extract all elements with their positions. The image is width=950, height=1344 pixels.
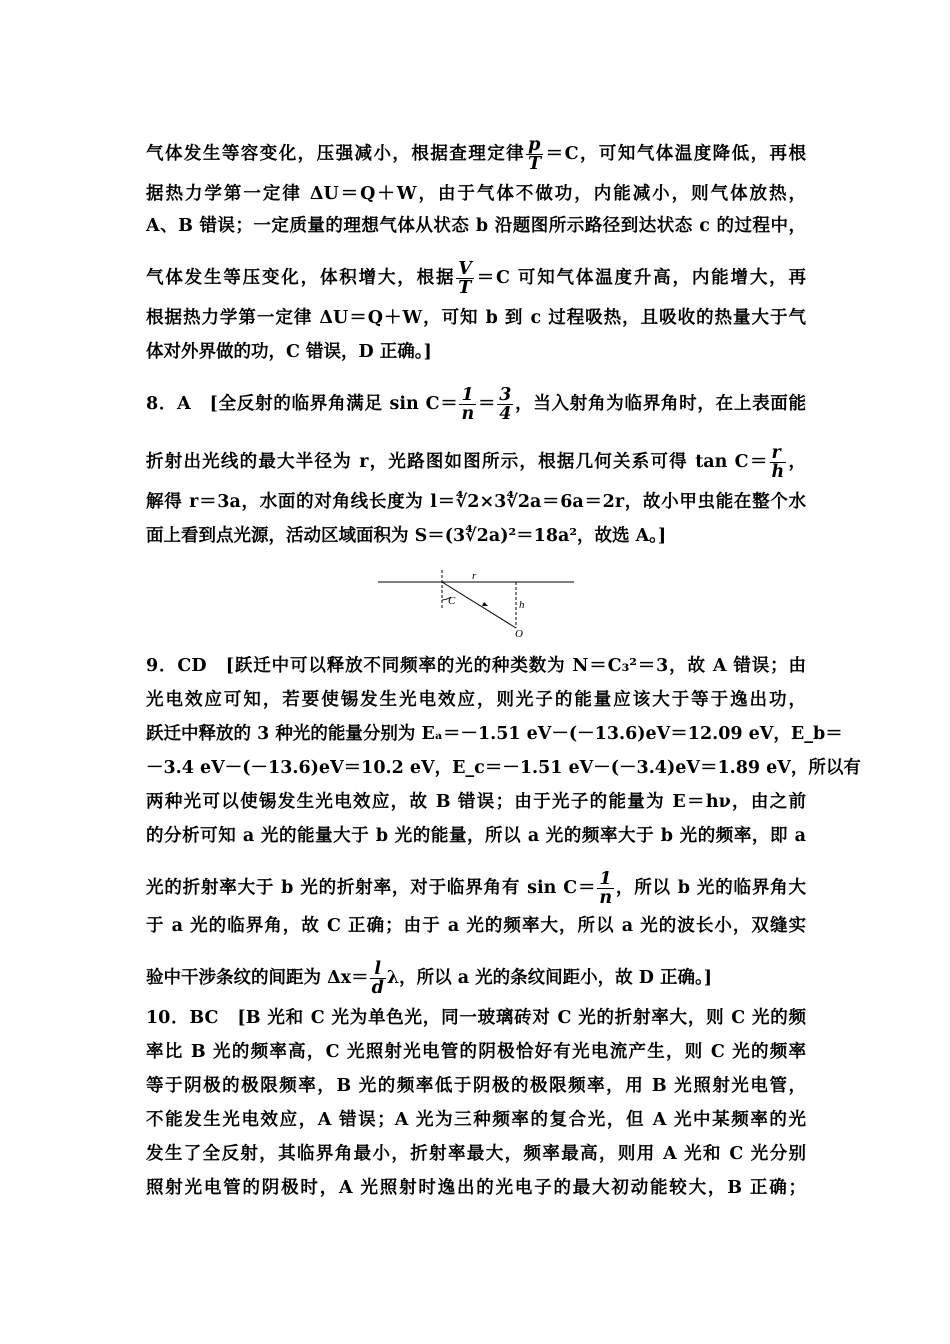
fraction bbox=[497, 386, 513, 423]
fraction-numerator: r bbox=[770, 444, 787, 463]
text-line bbox=[146, 870, 806, 907]
text-line bbox=[146, 444, 806, 481]
fraction bbox=[526, 136, 543, 173]
text-line bbox=[146, 960, 806, 997]
text-span: ，所以 b 光的临界角大 bbox=[615, 878, 807, 898]
fraction-denominator: d bbox=[371, 978, 384, 998]
fraction-numerator: V bbox=[458, 259, 472, 279]
text-line: 于 a 光的临界角，故 C 正确；由于 a 光的频率大，所以 a 光的波长小，双缝实 bbox=[146, 916, 806, 936]
fraction bbox=[597, 870, 614, 907]
text-line: 的分析可知 a 光的能量大于 b 光的能量，所以 a 光的频率大于 b 光的频率，即 a bbox=[146, 826, 806, 846]
label-C: C bbox=[448, 595, 456, 607]
text-span: 气体发生等压变化，体积增大，根据 bbox=[146, 268, 456, 288]
text-line: 据热力学第一定律 ΔU＝Q＋W，由于气体不做功，内能减小，则气体放热， bbox=[146, 184, 806, 204]
text-line: 发生了全反射，其临界角最小，折射率最大，频率最高，则用 A 光和 C 光分别 bbox=[146, 1144, 806, 1164]
fraction-numerator: 1 bbox=[597, 870, 614, 889]
text-span: λ，所以 a 光的条纹间距小，故 D 正确。] bbox=[386, 968, 713, 988]
fraction bbox=[370, 960, 386, 997]
fraction-numerator: 1 bbox=[459, 386, 476, 405]
fraction bbox=[456, 260, 474, 297]
fraction-denominator: T bbox=[528, 154, 542, 174]
fraction-denominator: n bbox=[599, 888, 613, 908]
label-r: r bbox=[472, 570, 477, 582]
text-line: 等于阴极的极限频率，B 光的频率低于阴极的极限频率，用 B 光照射光电管， bbox=[146, 1076, 806, 1096]
label-h: h bbox=[519, 599, 525, 611]
text-line: 解得 r＝3a，水面的对角线长度为 l＝∜2×3∜2a＝6a＝2r，故小甲虫能在整个水 bbox=[146, 492, 806, 512]
text-line: 10．BC [B 光和 C 光为单色光，同一玻璃砖对 C 光的折射率大，则 C 光的频 bbox=[146, 1008, 806, 1028]
fraction-numerator: p bbox=[526, 136, 543, 155]
text-line: 不能发生光电效应，A 错误；A 光为三种频率的复合光，但 A 光中某频率的光 bbox=[146, 1110, 806, 1130]
text-line: 根据热力学第一定律 ΔU＝Q＋W，可知 b 到 c 过程吸热，且吸收的热量大于气 bbox=[146, 308, 806, 328]
fraction bbox=[459, 386, 476, 423]
text-span: ，当入射角为临界角时，在上表面能 bbox=[514, 394, 807, 414]
text-span: 8．A [全反射的临界角满足 sin C＝ bbox=[146, 394, 459, 414]
text-line: －3.4 eV－(－13.6)eV＝10.2 eV，E_c＝－1.51 eV－(－3.4)eV＝1.89 eV，所以有 bbox=[146, 758, 861, 778]
text-line: 两种光可以使锡发生光电效应，故 B 错误；由于光子的能量为 E＝hν，由之前 bbox=[146, 792, 806, 812]
text-line: 光电效应可知，若要使锡发生光电效应，则光子的能量应该大于等于逸出功， bbox=[146, 690, 806, 710]
light-path-diagram bbox=[378, 570, 574, 640]
fraction-denominator: n bbox=[461, 404, 475, 424]
text-line bbox=[146, 260, 806, 297]
fraction-denominator: h bbox=[771, 462, 785, 482]
text-span: 光的折射率大于 b 光的折射率，对于临界角有 sin C＝ bbox=[146, 878, 597, 898]
text-span: ＝C，可知气体温度降低，再根 bbox=[544, 144, 806, 164]
text-line: 面上看到点光源，活动区域面积为 S＝(3∜2a)²＝18a²，故选 A。] bbox=[146, 526, 667, 546]
text-span: 气体发生等容变化，压强减小，根据查理定律 bbox=[146, 144, 526, 164]
text-line bbox=[146, 386, 806, 423]
fraction-denominator: 4 bbox=[499, 404, 512, 424]
fraction bbox=[770, 444, 787, 481]
fraction-numerator: 3 bbox=[499, 385, 512, 405]
fraction-numerator: l bbox=[370, 960, 386, 979]
text-line: 体对外界做的功，C 错误，D 正确。] bbox=[146, 342, 432, 362]
text-line: 跃迁中释放的 3 种光的能量分别为 Eₐ＝－1.51 eV－(－13.6)eV＝12.09 eV，E_b＝ bbox=[146, 724, 843, 744]
text-span: ， bbox=[787, 452, 807, 472]
text-line: A、B 错误；一定质量的理想气体从状态 b 沿题图所示路径到达状态 c 的过程中， bbox=[146, 216, 806, 236]
text-line bbox=[146, 136, 806, 173]
text-span: ＝C 可知气体温度升高，内能增大，再 bbox=[474, 268, 806, 288]
label-O: O bbox=[515, 628, 523, 640]
text-line: 率比 B 光的频率高，C 光照射光电管的阴极恰好有光电流产生，则 C 光的频率 bbox=[146, 1042, 806, 1062]
text-span: 折射出光线的最大半径为 r，光路图如图所示，根据几何关系可得 tan C＝ bbox=[146, 452, 769, 472]
text-span: 验中干涉条纹的间距为 Δx＝ bbox=[146, 968, 369, 988]
fraction-denominator: T bbox=[458, 278, 472, 298]
text-span: ＝ bbox=[477, 394, 497, 414]
ray-arrow-icon bbox=[482, 602, 488, 606]
text-line: 照射光电管的阴极时，A 光照射时逸出的光电子的最大初动能较大，B 正确； bbox=[146, 1178, 806, 1198]
text-line: 9．CD [跃迁中可以释放不同频率的光的种类数为 N＝C₃²＝3，故 A 错误；由 bbox=[146, 656, 806, 676]
